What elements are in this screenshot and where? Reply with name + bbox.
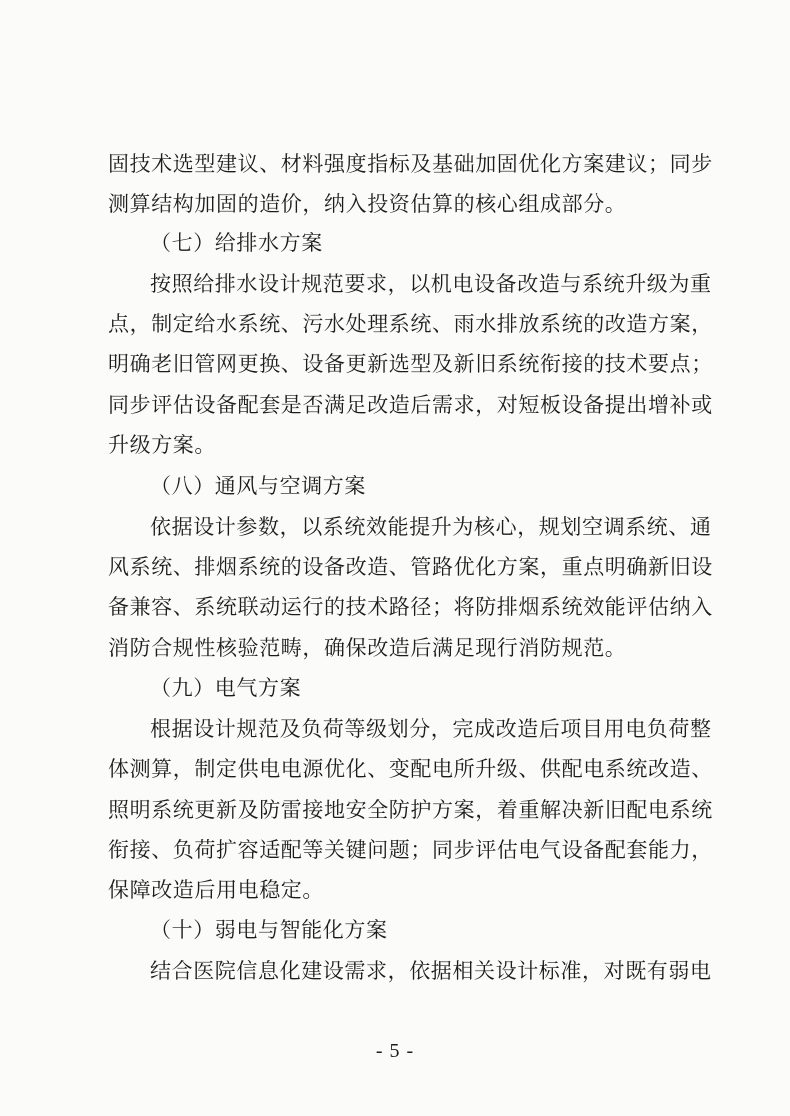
paragraph-line: 体测算，制定供电电源优化、变配电所升级、供配电系统改造、 bbox=[108, 757, 713, 781]
section-heading-7: （七）给排水方案 bbox=[150, 231, 323, 255]
paragraph-line: 衔接、负荷扩容适配等关键问题；同步评估电气设备配套能力， bbox=[108, 838, 713, 862]
section-heading-8: （八）通风与空调方案 bbox=[150, 474, 366, 498]
paragraph-line: 升级方案。 bbox=[108, 433, 216, 457]
paragraph-line: 依据设计参数，以系统效能提升为核心，规划空调系统、通 bbox=[150, 515, 712, 539]
paragraph-line: 保障改造后用电稳定。 bbox=[108, 878, 324, 902]
paragraph-line: 风系统、排烟系统的设备改造、管路优化方案，重点明确新旧设 bbox=[108, 555, 713, 579]
section-heading-9: （九）电气方案 bbox=[150, 676, 302, 700]
paragraph-line: 点，制定给水系统、污水处理系统、雨水排放系统的改造方案， bbox=[108, 312, 713, 336]
paragraph-line: 消防合规性核验范畴，确保改造后满足现行消防规范。 bbox=[108, 636, 627, 660]
paragraph-line: 同步评估设备配套是否满足改造后需求，对短板设备提出增补或 bbox=[108, 393, 713, 417]
paragraph-line: 固技术选型建议、材料强度指标及基础加固优化方案建议；同步 bbox=[108, 152, 713, 176]
paragraph-line: 按照给排水设计规范要求，以机电设备改造与系统升级为重 bbox=[150, 272, 712, 296]
paragraph-line: 根据设计规范及负荷等级划分，完成改造后项目用电负荷整 bbox=[150, 717, 712, 741]
paragraph-line: 测算结构加固的造价，纳入投资估算的核心组成部分。 bbox=[108, 192, 627, 216]
page-number: - 5 - bbox=[375, 1040, 415, 1062]
paragraph-line: 备兼容、系统联动运行的技术路径；将防排烟系统效能评估纳入 bbox=[108, 595, 713, 619]
paragraph-line: 明确老旧管网更换、设备更新选型及新旧系统衔接的技术要点； bbox=[108, 352, 713, 376]
paragraph-line: 照明系统更新及防雷接地安全防护方案，着重解决新旧配电系统 bbox=[108, 798, 713, 822]
section-heading-10: （十）弱电与智能化方案 bbox=[150, 918, 388, 942]
paragraph-line: 结合医院信息化建设需求，依据相关设计标准，对既有弱电 bbox=[150, 959, 712, 983]
